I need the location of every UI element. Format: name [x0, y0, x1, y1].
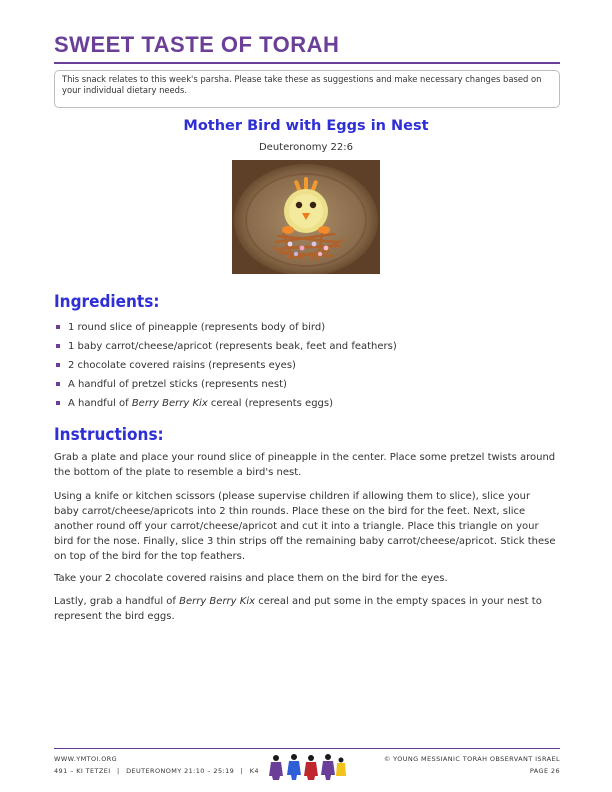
ingredient-item: [54, 337, 554, 356]
ingredients-list: [54, 318, 554, 413]
bullet-icon: [56, 363, 60, 367]
ingredient-text: 1 baby carrot/cheese/apricot (represents beak, feet and feathers): [68, 341, 397, 352]
footer-parsha-info: [54, 767, 259, 775]
instructions-heading: Instructions:: [54, 425, 164, 445]
cereal-name: Berry Berry Kix: [179, 596, 256, 607]
ingredient-item: [54, 318, 554, 337]
parsha-name: 491 – KI TETZEI: [54, 767, 111, 775]
ingredient-text: cereal (represents eggs): [207, 398, 333, 409]
ingredient-item: [54, 394, 554, 413]
ingredient-item: [54, 375, 554, 394]
recipe-photo: [232, 160, 380, 274]
instruction-paragraph-4: [54, 594, 558, 624]
ingredient-text: A handful of pretzel sticks (represents nest): [68, 379, 287, 390]
footer-rule: [54, 748, 560, 749]
ingredient-text: 2 chocolate covered raisins (represents eyes): [68, 360, 296, 371]
instruction-text: Lastly, grab a handful of: [54, 596, 180, 607]
bullet-icon: [56, 382, 60, 386]
bullet-icon: [56, 325, 60, 329]
bullet-icon: [56, 401, 60, 405]
verse-range: DEUTERONOMY 21:10 – 25:19: [126, 767, 235, 775]
instruction-paragraph-3: Take your 2 chocolate covered raisins and place them on the bird for the eyes.: [54, 573, 448, 584]
instruction-text: cereal and put some in the empty spaces in your nest to represent the bird eggs.: [54, 596, 542, 622]
section-code: K4: [249, 767, 259, 775]
cereal-name: Berry Berry Kix: [131, 398, 208, 409]
footer-copyright: © YOUNG MESSIANIC TORAH OBSERVANT ISRAEL: [383, 755, 560, 763]
ingredients-heading: Ingredients:: [54, 292, 160, 312]
footer-website[interactable]: WWW.YMTOI.ORG: [54, 755, 118, 763]
ingredient-text: A handful of: [68, 398, 132, 409]
header-rule: [54, 62, 560, 64]
page-number: PAGE 26: [529, 767, 560, 775]
bird-nest-photo: [232, 160, 380, 274]
instruction-paragraph-1: Grab a plate and place your round slice of pineapple in the center. Place some pretzel twists around the bottom of the plate to resemble a bird's nest.: [54, 452, 556, 478]
header-title: SWEET TASTE OF TORAH: [54, 32, 340, 57]
divider: |: [240, 767, 244, 775]
dietary-notice: This snack relates to this week's parsha. Please take these as suggestions and make necessary changes based on your individual dietary needs.: [54, 70, 560, 108]
instruction-paragraph-2: Using a knife or kitchen scissors (please supervise children if allowing them to slice), slice your baby carrot/cheese/apricots into 2 thin rounds. Place these on the bird for the feet. Next, slice another round off your carrot/cheese/apricot and cut it into a triangle. Place this triangle on your bird for the nose. Finally, slice 3 thin strips off the remaining baby carrot/cheese/apricot. Stick these on top of the bird for the top feathers.: [54, 491, 556, 562]
bullet-icon: [56, 344, 60, 348]
ymtoi-logo: [268, 752, 346, 782]
recipe-title: Mother Bird with Eggs in Nest: [183, 118, 429, 134]
scripture-reference: Deuteronomy 22:6: [258, 142, 354, 153]
ingredient-item: [54, 356, 554, 375]
divider: |: [117, 767, 120, 775]
ingredient-text: 1 round slice of pineapple (represents body of bird): [68, 322, 326, 333]
